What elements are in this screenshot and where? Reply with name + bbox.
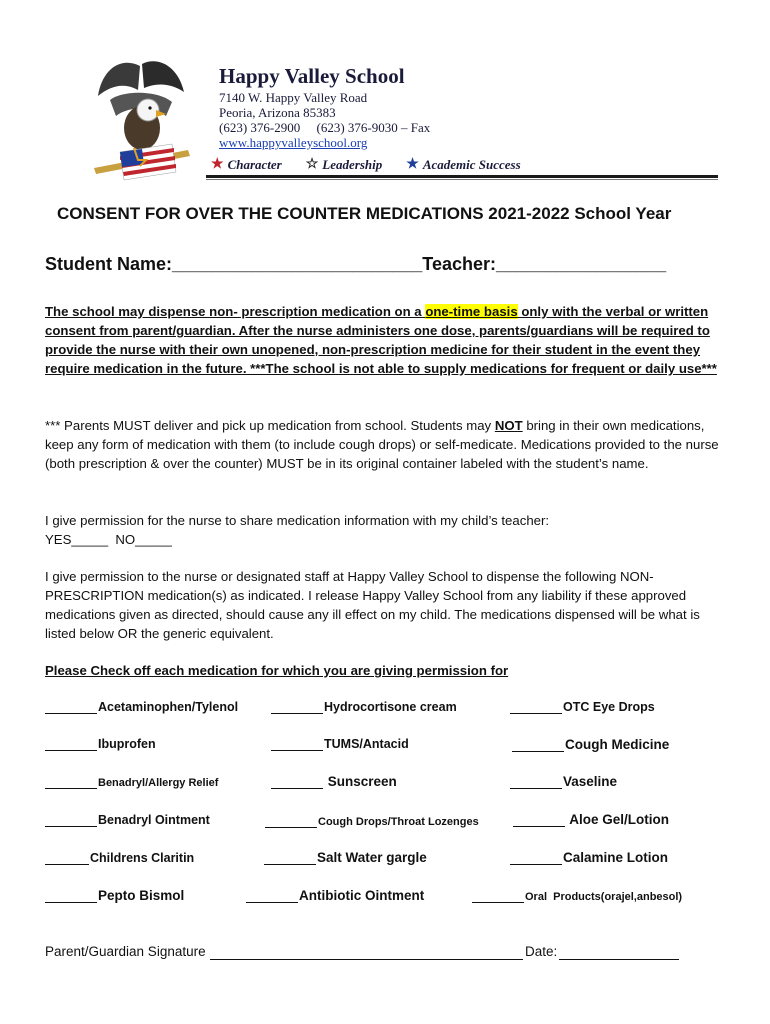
value-leadership — [306, 156, 383, 173]
value-label: Leadership — [322, 156, 383, 172]
address-line-1: 7140 W. Happy Valley Road — [219, 90, 368, 105]
medication-item[interactable] — [45, 851, 194, 865]
date-label: Date: — [525, 944, 558, 959]
dispense-permission-paragraph: I give permission to the nurse or designated staff at Happy Valley School to dispense the following NON-PRESCRIPTION medication(s) as indicated. I release Happy Valley School from any liability if these approved medications given as directed, should cause any ill effect on my child. The medications dispensed will be what is listed below OR the generic equivalent. — [45, 569, 700, 641]
share-permission-text: I give permission for the nurse to share medication information with my child’s teacher: — [45, 513, 550, 528]
checkbox-blank[interactable] — [45, 852, 89, 865]
red-star-icon: ★ — [211, 157, 224, 172]
signature-field[interactable] — [210, 959, 523, 960]
medication-label: Benadryl/Allergy Relief — [98, 777, 219, 789]
checkbox-blank[interactable] — [265, 815, 317, 828]
medication-item[interactable] — [513, 812, 669, 827]
medication-item[interactable] — [45, 813, 210, 827]
yes-no-field[interactable]: YES_____ NO_____ — [45, 532, 172, 547]
checkbox-blank[interactable] — [510, 852, 562, 865]
medication-item[interactable] — [265, 815, 479, 828]
checkbox-blank[interactable] — [45, 814, 97, 827]
checkbox-blank[interactable] — [45, 701, 97, 714]
signature-label: Parent/Guardian Signature — [45, 944, 206, 959]
medication-label: Pepto Bismol — [98, 888, 185, 903]
medication-item[interactable] — [271, 700, 457, 714]
medication-item[interactable] — [271, 774, 397, 789]
medication-label: TUMS/Antacid — [324, 737, 409, 751]
medication-label: Ibuprofen — [98, 737, 156, 751]
checkbox-blank[interactable] — [264, 852, 316, 865]
medication-item[interactable] — [45, 700, 238, 714]
policy-paragraph — [45, 302, 725, 378]
checkbox-blank[interactable] — [45, 776, 97, 789]
checkbox-blank[interactable] — [271, 776, 323, 789]
medication-label: Aloe Gel/Lotion — [566, 812, 669, 827]
medication-check-heading: Please Check off each medication for which you are giving permission for — [45, 663, 509, 678]
medication-item[interactable] — [510, 700, 655, 714]
medication-item[interactable] — [512, 737, 669, 752]
student-teacher-field[interactable]: Student Name:_________________________Teacher:_________________ — [45, 254, 667, 274]
delivery-paragraph — [45, 416, 725, 473]
share-permission — [45, 511, 725, 549]
medication-item[interactable] — [246, 888, 424, 903]
date-field[interactable] — [559, 959, 679, 960]
medication-label: Vaseline — [563, 774, 618, 789]
medication-item[interactable] — [264, 850, 427, 865]
letterhead-divider-thin — [206, 179, 718, 180]
checkbox-blank[interactable] — [512, 739, 564, 752]
medication-item[interactable] — [45, 776, 218, 789]
medication-label: Cough Medicine — [565, 737, 670, 752]
checkbox-blank[interactable] — [271, 701, 323, 714]
medication-item[interactable] — [510, 774, 617, 789]
medication-label: Cough Drops/Throat Lozenges — [318, 816, 479, 828]
delivery-text: bring in their own medications, keep any form of medication with them (to include cough drops) or self-medicate. Medications provided to the nurse (both prescription & over the counter) MUST be in its original container labeled with the student’s name. — [45, 418, 719, 471]
medication-item[interactable] — [45, 888, 184, 903]
value-character — [211, 156, 282, 173]
medication-label: Hydrocortisone cream — [324, 700, 457, 714]
checkbox-blank[interactable] — [510, 701, 562, 714]
medication-label: Childrens Claritin — [90, 851, 195, 865]
school-values — [211, 156, 521, 173]
medication-item[interactable] — [510, 850, 668, 865]
checkbox-blank[interactable] — [246, 890, 298, 903]
checkbox-blank[interactable] — [472, 890, 524, 903]
school-logo-eagle — [80, 56, 200, 186]
medication-label: Sunscreen — [324, 774, 397, 789]
checkbox-blank[interactable] — [513, 814, 565, 827]
medication-item[interactable] — [45, 737, 156, 751]
medication-label: Acetaminophen/Tylenol — [98, 700, 239, 714]
medication-label: Calamine Lotion — [563, 850, 669, 865]
medication-item[interactable] — [472, 890, 682, 903]
school-name: Happy Valley School — [219, 64, 405, 88]
checkbox-blank[interactable] — [271, 738, 323, 751]
policy-text: only with the verbal or written consent from parent/guardian. After the nurse administers one dose, parents/guardians will be required to provide the nurse with their own unopened, non-prescription medicine for their student in the event they require medication in the future. ***The school is not able to supply medications for frequent or daily use*** — [45, 304, 717, 376]
school-website-link[interactable]: www.happyvalleyschool.org — [219, 135, 368, 150]
blue-star-icon: ★ — [406, 157, 419, 172]
policy-highlight: one-time basis — [425, 304, 518, 319]
page-title: CONSENT FOR OVER THE COUNTER MEDICATIONS 2021-2022 School Year — [57, 204, 672, 223]
value-academic-success — [406, 156, 520, 173]
delivery-text: *** Parents MUST deliver and pick up medication from school. Students may — [45, 418, 495, 433]
letterhead-divider — [206, 175, 718, 178]
checkbox-blank[interactable] — [45, 738, 97, 751]
delivery-emphasis: NOT — [494, 418, 523, 433]
medication-label: Antibiotic Ointment — [299, 888, 425, 903]
value-label: Character — [227, 156, 282, 172]
policy-text: The school may dispense non- prescription medication on a — [45, 304, 426, 319]
phone-fax: (623) 376-2900 (623) 376-9030 – Fax — [219, 120, 431, 135]
value-label: Academic Success — [422, 156, 521, 172]
medication-item[interactable] — [271, 737, 409, 751]
checkbox-blank[interactable] — [510, 776, 562, 789]
medication-label: Benadryl Ointment — [98, 813, 210, 827]
medication-label: Salt Water gargle — [317, 850, 427, 865]
address-line-2: Peoria, Arizona 85383 — [219, 105, 336, 120]
outline-star-icon: ☆ — [305, 157, 319, 172]
medication-label: OTC Eye Drops — [563, 700, 655, 714]
checkbox-blank[interactable] — [45, 890, 97, 903]
medication-label: Oral Products(orajel,anbesol) — [525, 891, 683, 903]
